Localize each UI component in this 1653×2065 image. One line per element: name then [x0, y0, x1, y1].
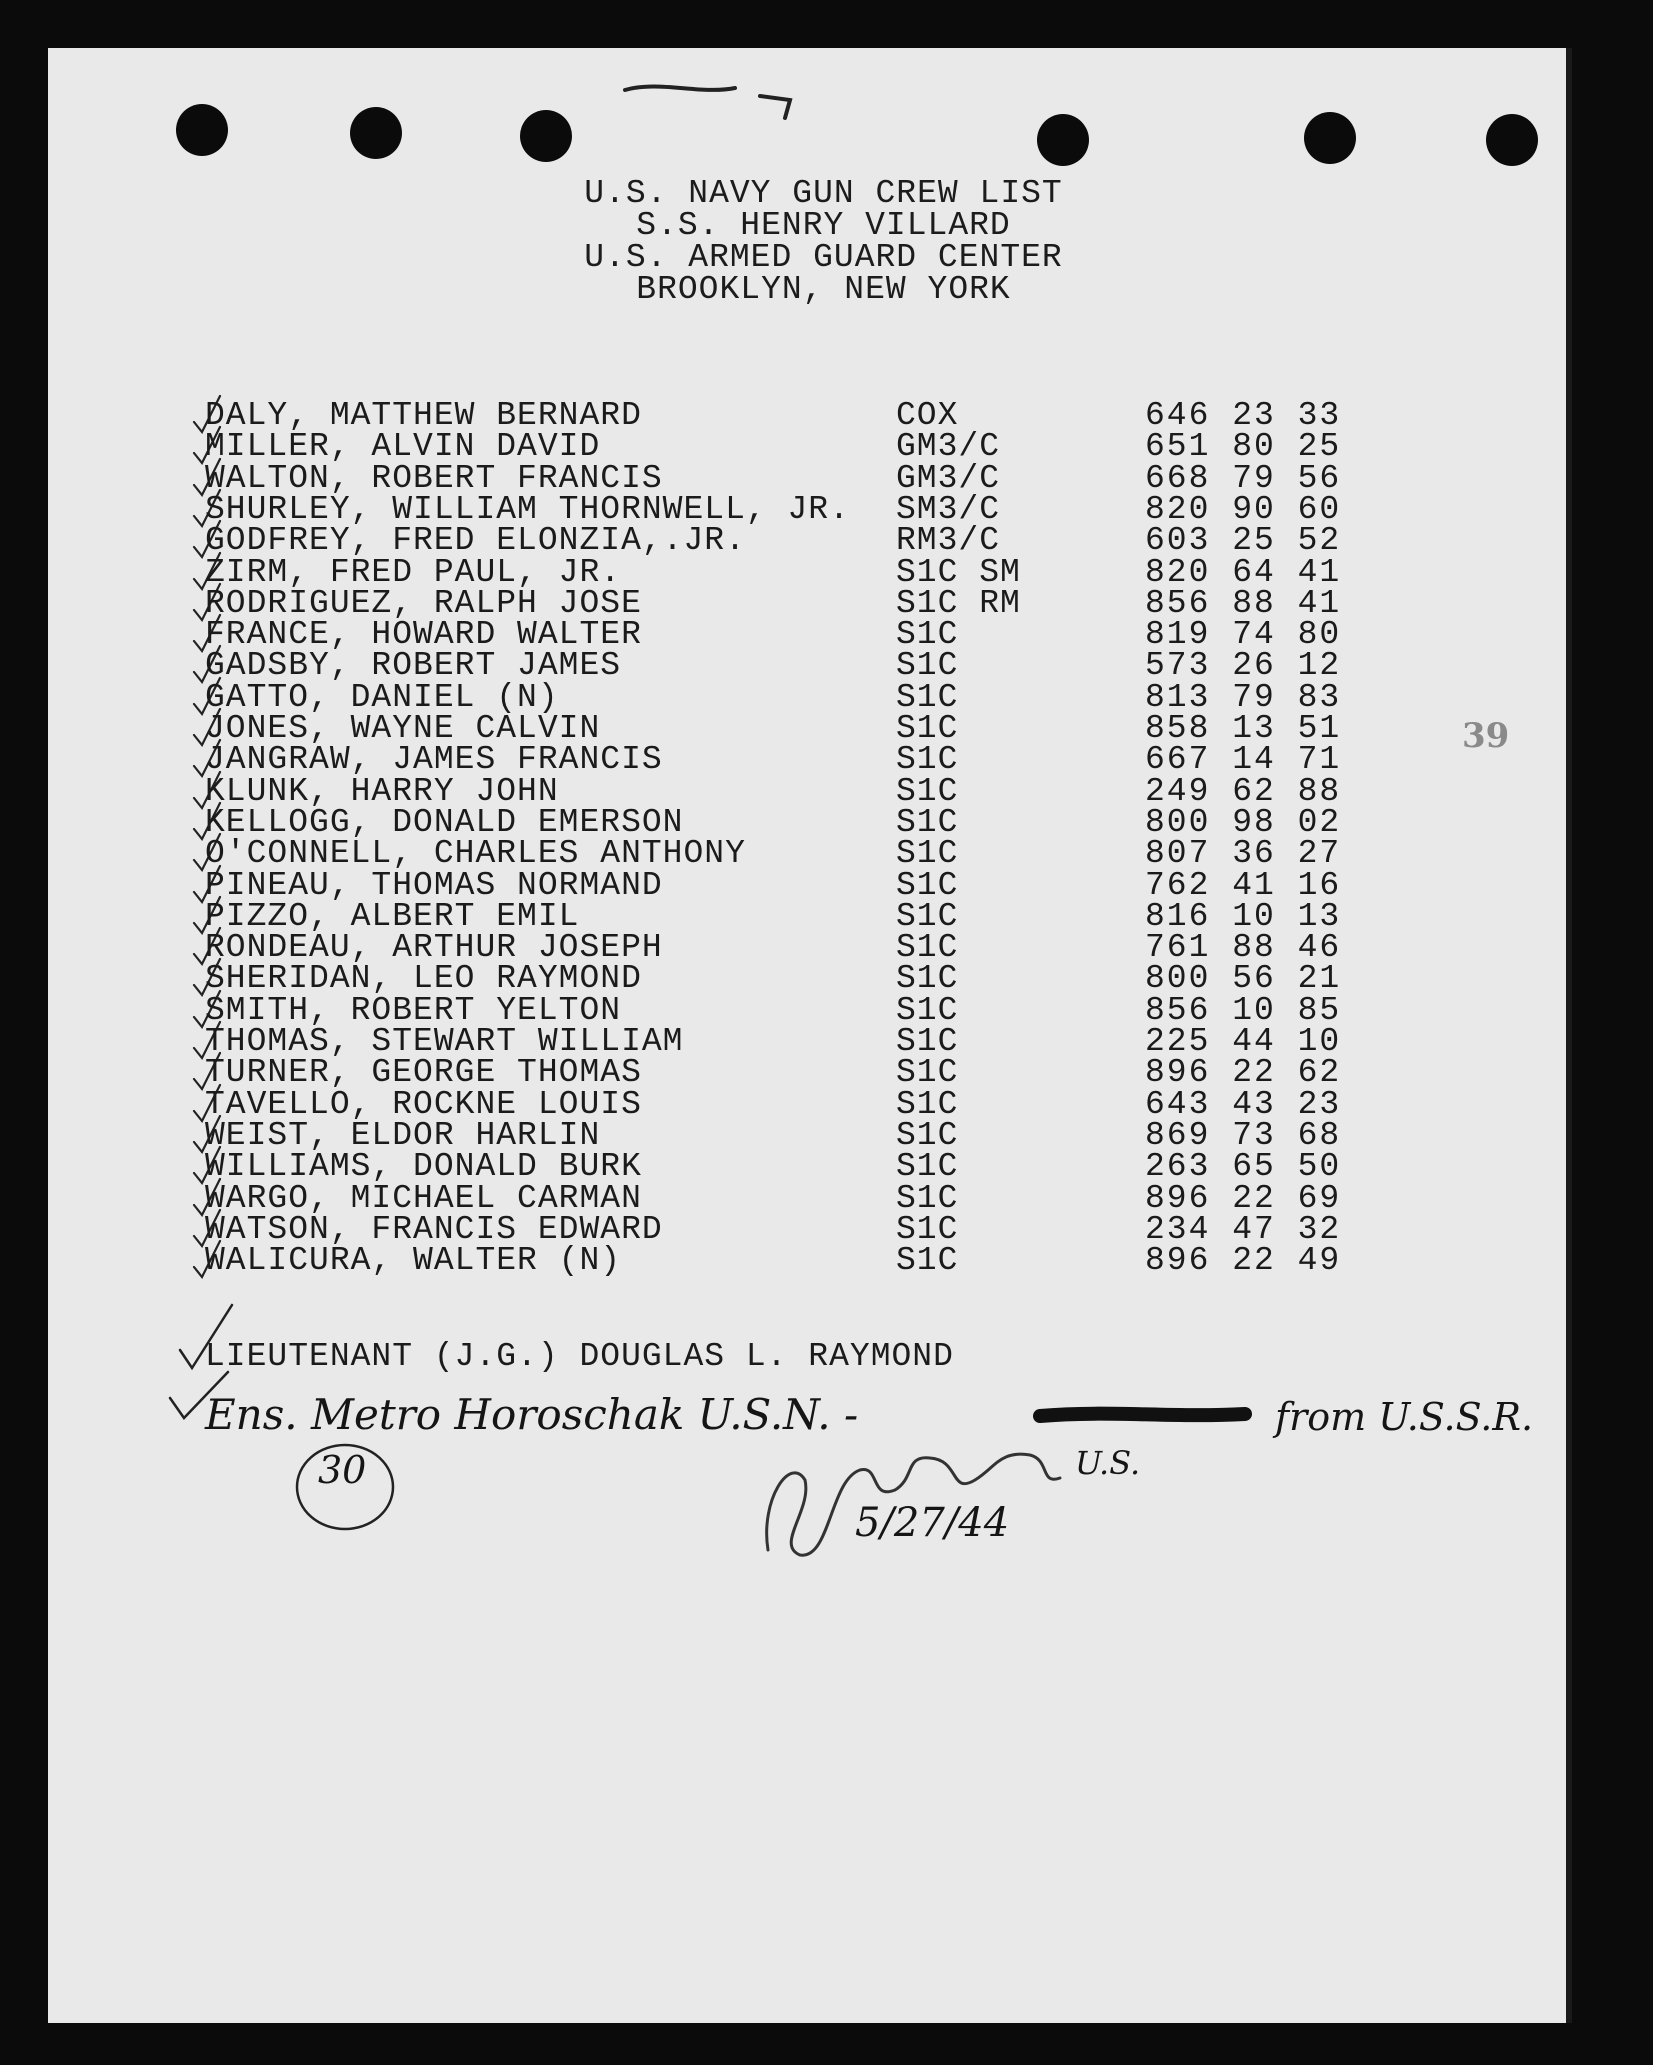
crew-rate: S1C [896, 803, 959, 841]
crew-name: WALICURA, WALTER (N) [205, 1242, 622, 1280]
service-number: 800 98 02 [1145, 803, 1342, 841]
service-number: 249 62 88 [1145, 772, 1342, 810]
header-line-4: BROOKLYN, NEW YORK [636, 271, 1011, 308]
crew-rate: RM3/C [896, 522, 1001, 560]
crew-name: DALY, MATTHEW BERNARD [205, 397, 642, 434]
crew-name: RONDEAU, ARTHUR JOSEPH [205, 929, 663, 967]
crew-name: SMITH, ROBERT YELTON [205, 991, 622, 1029]
crew-name: RODRIGUEZ, RALPH JOSE [205, 584, 642, 622]
crew-rate: S1C [896, 835, 959, 873]
service-number: 646 23 33 [1145, 397, 1342, 434]
service-number: 856 10 85 [1145, 991, 1342, 1029]
crew-name: O'CONNELL, CHARLES ANTHONY [205, 835, 746, 873]
handwritten-date: 5/27/44 [855, 1500, 1010, 1546]
service-number: 225 44 10 [1145, 1023, 1342, 1060]
crew-rate: S1C [896, 991, 959, 1029]
crew-rate: S1C [896, 1054, 959, 1092]
crew-rate: S1C [896, 897, 959, 935]
crew-rate: S1C [896, 710, 959, 747]
handwritten-signature-suffix: U.S. [1075, 1444, 1141, 1482]
checkmark-icon [170, 1305, 232, 1418]
service-number: 603 25 52 [1145, 522, 1342, 560]
service-number: 856 88 41 [1145, 584, 1342, 622]
crew-name: FRANCE, HOWARD WALTER [205, 616, 642, 654]
crew-name: WATSON, FRANCIS EDWARD [205, 1210, 663, 1248]
crew-rate: S1C [896, 866, 959, 904]
crew-rate: S1C [896, 1148, 959, 1186]
crew-rate: S1C [896, 1116, 959, 1154]
handwritten-ensign-note: Ens. Metro Horoschak U.S.N. - [205, 1390, 859, 1439]
crew-name: PINEAU, THOMAS NORMAND [205, 866, 663, 904]
service-number: 819 74 80 [1145, 616, 1342, 654]
crew-rate: GM3/C [896, 428, 1001, 466]
service-number: 820 64 41 [1145, 553, 1342, 591]
header-scrawl [625, 86, 790, 118]
service-number: 762 41 16 [1145, 866, 1342, 904]
service-number: 807 36 27 [1145, 835, 1342, 873]
crew-name: THOMAS, STEWART WILLIAM [205, 1023, 684, 1060]
crew-rate: GM3/C [896, 459, 1001, 497]
crew-rate: S1C [896, 772, 959, 810]
service-number: 667 14 71 [1145, 741, 1342, 779]
service-number: 896 22 69 [1145, 1179, 1342, 1217]
header-line-3: U.S. ARMED GUARD CENTER [584, 239, 1063, 276]
crew-name: GATTO, DANIEL (N) [205, 678, 559, 716]
crew-name: GADSBY, ROBERT JAMES [205, 647, 622, 685]
service-number: 869 73 68 [1145, 1116, 1342, 1154]
crew-name: SHURLEY, WILLIAM THORNWELL, JR. [205, 490, 850, 528]
handwritten-circled-number: 30 [318, 1448, 367, 1492]
crew-name: MILLER, ALVIN DAVID [205, 428, 601, 466]
crew-rate: S1C [896, 678, 959, 716]
crew-rate: S1C [896, 1210, 959, 1248]
signature-mark [767, 1454, 1060, 1555]
service-number: 643 43 23 [1145, 1085, 1342, 1123]
crew-name: ZIRM, FRED PAUL, JR. [205, 553, 622, 591]
service-number: 813 79 83 [1145, 678, 1342, 716]
handwritten-origin-note: from U.S.S.R. [1275, 1395, 1534, 1439]
crew-rate: S1C [896, 960, 959, 998]
strikethrough-mark [1040, 1414, 1245, 1416]
crew-rate: S1C [896, 616, 959, 654]
crew-rate: S1C [896, 1023, 959, 1060]
service-number: 761 88 46 [1145, 929, 1342, 967]
crew-rate: COX [896, 397, 959, 434]
crew-name: TAVELLO, ROCKNE LOUIS [205, 1085, 642, 1123]
crew-rate: S1C [896, 1085, 959, 1123]
service-number: 820 90 60 [1145, 490, 1342, 528]
service-number: 651 80 25 [1145, 428, 1342, 466]
service-number: 896 22 62 [1145, 1054, 1342, 1092]
circled-number-ring [297, 1445, 393, 1529]
crew-name: JONES, WAYNE CALVIN [205, 710, 601, 747]
crew-rate: S1C [896, 929, 959, 967]
crew-rate: S1C [896, 1179, 959, 1217]
crew-name: TURNER, GEORGE THOMAS [205, 1054, 642, 1092]
service-number: 234 47 32 [1145, 1210, 1342, 1248]
header-line-1: U.S. NAVY GUN CREW LIST [584, 175, 1063, 212]
crew-rate: S1C [896, 647, 959, 685]
crew-rate: S1C RM [896, 584, 1021, 622]
header-line-2: S.S. HENRY VILLARD [636, 207, 1011, 244]
crew-name: WEIST, ELDOR HARLIN [205, 1116, 601, 1154]
crew-name: JANGRAW, JAMES FRANCIS [205, 741, 663, 779]
crew-name: PIZZO, ALBERT EMIL [205, 897, 580, 935]
page-number: 39 [1462, 716, 1510, 756]
crew-rate: SM3/C [896, 490, 1001, 528]
service-number: 800 56 21 [1145, 960, 1342, 998]
service-number: 858 13 51 [1145, 710, 1342, 747]
officer-line: LIEUTENANT (J.G.) DOUGLAS L. RAYMOND [205, 1338, 954, 1375]
crew-rate: S1C [896, 1242, 959, 1280]
service-number: 573 26 12 [1145, 647, 1342, 685]
service-number: 263 65 50 [1145, 1148, 1342, 1186]
crew-name: WALTON, ROBERT FRANCIS [205, 459, 663, 497]
crew-name: WILLIAMS, DONALD BURK [205, 1148, 642, 1186]
crew-rate: S1C SM [896, 553, 1021, 591]
crew-name: GODFREY, FRED ELONZIA,.JR. [205, 522, 746, 560]
crew-name: SHERIDAN, LEO RAYMOND [205, 960, 642, 998]
crew-rate: S1C [896, 741, 959, 779]
crew-name: WARGO, MICHAEL CARMAN [205, 1179, 642, 1217]
service-number: 896 22 49 [1145, 1242, 1342, 1280]
crew-name: KELLOGG, DONALD EMERSON [205, 803, 684, 841]
service-number: 816 10 13 [1145, 897, 1342, 935]
crew-name: KLUNK, HARRY JOHN [205, 772, 559, 810]
service-number: 668 79 56 [1145, 459, 1342, 497]
